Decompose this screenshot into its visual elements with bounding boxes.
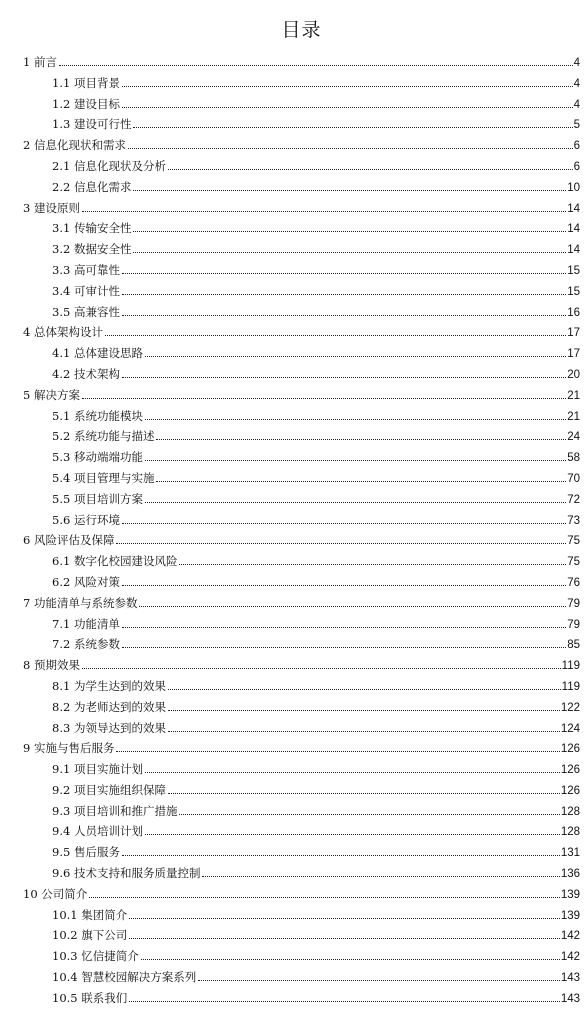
toc-chapter-entry[interactable]	[23, 135, 580, 156]
toc-entry-label: 7 功能清单与系统参数	[23, 593, 138, 614]
toc-page-number: 126	[560, 764, 580, 777]
dot-leader	[105, 334, 566, 336]
toc-chapter-entry[interactable]	[23, 322, 580, 343]
toc-section-entry[interactable]	[23, 156, 580, 177]
toc-entry-label: 10.4 智慧校园解决方案系列	[52, 967, 197, 988]
toc-entry-label: 10.1 集团简介	[52, 905, 128, 926]
dot-leader	[122, 106, 573, 108]
toc-entry-label: 10.5 联系我们	[52, 988, 128, 1009]
toc-section-entry[interactable]	[23, 468, 580, 489]
toc-entry-label: 5.3 移动端端功能	[52, 447, 144, 468]
dot-leader	[168, 168, 573, 170]
toc-section-entry[interactable]	[23, 821, 580, 842]
toc-section-entry[interactable]	[23, 925, 580, 946]
dot-leader	[89, 896, 560, 898]
dot-leader	[168, 792, 560, 794]
toc-section-entry[interactable]	[23, 94, 580, 115]
toc-section-entry[interactable]	[23, 426, 580, 447]
toc-section-entry[interactable]	[23, 73, 580, 94]
toc-section-entry[interactable]	[23, 510, 580, 531]
toc-section-entry[interactable]	[23, 218, 580, 239]
toc-page-number: 124	[560, 722, 580, 735]
toc-page-number: 142	[560, 951, 580, 964]
dot-leader	[122, 272, 566, 274]
toc-entry-label: 3.1 传输安全性	[52, 218, 132, 239]
toc-entry-label: 1.3 建设可行性	[52, 114, 132, 135]
toc-entry-label: 1.1 项目背景	[52, 73, 121, 94]
toc-entry-label: 2.1 信息化现状及分析	[52, 156, 167, 177]
toc-page-number: 119	[561, 680, 580, 693]
toc-entry-label: 3.3 高可靠性	[52, 260, 121, 281]
toc-entry-label: 8.1 为学生达到的效果	[52, 676, 167, 697]
toc-section-entry[interactable]	[23, 260, 580, 281]
toc-page-number: 128	[560, 826, 580, 839]
toc-page-number: 85	[567, 639, 580, 652]
toc-page-number: 128	[560, 805, 580, 818]
toc-entry-label: 9.5 售后服务	[52, 842, 121, 863]
toc-page-number: 139	[560, 888, 580, 901]
toc-page-number: 73	[567, 514, 580, 527]
dot-leader	[129, 917, 560, 919]
dot-leader	[122, 293, 566, 295]
dot-leader	[168, 688, 561, 690]
toc-section-entry[interactable]	[23, 697, 580, 718]
toc-entry-label: 9.1 项目实施计划	[52, 759, 144, 780]
toc-page-number: 122	[560, 701, 580, 714]
toc-page-number: 6	[573, 160, 580, 173]
toc-entry-label: 8.3 为领导达到的效果	[52, 718, 167, 739]
toc-page-number: 79	[567, 597, 580, 610]
dot-leader	[168, 709, 560, 711]
toc-page-number: 10	[567, 181, 580, 194]
toc-entry-label: 5.1 系统功能模块	[52, 406, 144, 427]
toc-page-number: 75	[567, 556, 580, 569]
toc-chapter-entry[interactable]	[23, 738, 580, 759]
dot-leader	[122, 376, 566, 378]
toc-entry-label: 9.2 项目实施组织保障	[52, 780, 167, 801]
dot-leader	[122, 314, 566, 316]
toc-section-entry[interactable]	[23, 239, 580, 260]
dot-leader	[122, 522, 566, 524]
dot-leader	[82, 667, 561, 669]
toc-entry-label: 6 风险评估及保障	[23, 530, 115, 551]
toc-section-entry[interactable]	[23, 801, 580, 822]
toc-page-number: 126	[560, 784, 580, 797]
toc-page-number: 14	[567, 223, 580, 236]
toc-page-number: 16	[567, 306, 580, 319]
toc-chapter-entry[interactable]	[23, 593, 580, 614]
toc-section-entry[interactable]	[23, 718, 580, 739]
toc-entry-label: 4.1 总体建设思路	[52, 343, 144, 364]
toc-entry-label: 3.2 数据安全性	[52, 239, 132, 260]
toc-entry-label: 4.2 技术架构	[52, 364, 121, 385]
toc-page-number: 4	[573, 98, 580, 111]
dot-leader	[82, 397, 566, 399]
dot-leader	[145, 501, 566, 503]
toc-entry-label: 6.2 风险对策	[52, 572, 121, 593]
toc-page-number: 139	[560, 909, 580, 922]
toc-page-number: 136	[560, 868, 580, 881]
toc-page-number: 20	[567, 368, 580, 381]
dot-leader	[145, 355, 566, 357]
toc-page-number: 75	[567, 535, 580, 548]
dot-leader	[202, 875, 559, 877]
dot-leader	[59, 64, 573, 66]
dot-leader	[179, 813, 559, 815]
dot-leader	[133, 126, 572, 128]
toc-entry-label: 5.4 项目管理与实施	[52, 468, 155, 489]
toc-page-number: 4	[573, 77, 580, 90]
toc-entry-label: 7.1 功能清单	[52, 614, 121, 635]
dot-leader	[145, 418, 566, 420]
toc-entry-label: 10.3 忆信捷简介	[52, 946, 140, 967]
toc-section-entry[interactable]	[23, 634, 580, 655]
toc-entry-label: 5.2 系统功能与描述	[52, 426, 155, 447]
toc-section-entry[interactable]	[23, 614, 580, 635]
dot-leader	[122, 85, 573, 87]
toc-page-number: 131	[560, 847, 580, 860]
toc-chapter-entry[interactable]	[23, 530, 580, 551]
dot-leader	[129, 1000, 560, 1002]
toc-section-entry[interactable]	[23, 842, 580, 863]
toc-page-number: 21	[567, 389, 580, 402]
dot-leader	[116, 750, 559, 752]
toc-page-number: 5	[573, 119, 580, 132]
toc-page-number: 126	[560, 743, 580, 756]
toc-entry-label: 9.3 项目培训和推广措施	[52, 801, 178, 822]
toc-entry-label: 2 信息化现状和需求	[23, 135, 127, 156]
toc-section-entry[interactable]	[23, 551, 580, 572]
dot-leader	[156, 438, 566, 440]
toc-entry-label: 10 公司简介	[23, 884, 88, 905]
toc-section-entry[interactable]	[23, 114, 580, 135]
toc-section-entry[interactable]	[23, 780, 580, 801]
toc-entry-label: 5.5 项目培训方案	[52, 489, 144, 510]
dot-leader	[122, 584, 566, 586]
toc-section-entry[interactable]	[23, 946, 580, 967]
toc-section-entry[interactable]	[23, 447, 580, 468]
toc-entry-label: 6.1 数字化校园建设风险	[52, 551, 178, 572]
toc-page-number: 58	[567, 452, 580, 465]
dot-leader	[139, 605, 566, 607]
toc-section-entry[interactable]	[23, 343, 580, 364]
toc-chapter-entry[interactable]	[23, 52, 580, 73]
toc-entry-label: 8.2 为老师达到的效果	[52, 697, 167, 718]
toc-page-number: 72	[567, 493, 580, 506]
dot-leader	[82, 210, 566, 212]
toc-section-entry[interactable]	[23, 676, 580, 697]
toc-page-number: 143	[560, 972, 580, 985]
toc-section-entry[interactable]	[23, 967, 580, 988]
toc-chapter-entry[interactable]	[23, 884, 580, 905]
toc-entry-label: 7.2 系统参数	[52, 634, 121, 655]
toc-section-entry[interactable]	[23, 177, 580, 198]
toc-entry-label: 1 前言	[23, 52, 58, 73]
toc-section-entry[interactable]	[23, 281, 580, 302]
toc-entry-label: 10.2 旗下公司	[52, 925, 128, 946]
toc-page-number: 15	[567, 285, 580, 298]
toc-entry-label: 1.2 建设目标	[52, 94, 121, 115]
toc-page-number: 4	[573, 57, 580, 69]
toc-entry-label: 3.4 可审计性	[52, 281, 121, 302]
dot-leader	[128, 147, 573, 149]
dot-leader	[133, 189, 566, 191]
toc-section-entry[interactable]	[23, 364, 580, 385]
toc-section-entry[interactable]	[23, 759, 580, 780]
toc-page-number: 142	[560, 930, 580, 943]
toc-page-number: 119	[561, 660, 580, 673]
toc-entry-label: 3.5 高兼容性	[52, 302, 121, 323]
toc-entry-label: 9.6 技术支持和服务质量控制	[52, 863, 201, 884]
toc-section-entry[interactable]	[23, 406, 580, 427]
toc-entry-label: 9 实施与售后服务	[23, 738, 115, 759]
toc-page-number: 79	[567, 618, 580, 631]
toc-page-number: 15	[567, 264, 580, 277]
dot-leader	[116, 542, 566, 544]
dot-leader	[129, 937, 560, 939]
toc-page-number: 17	[567, 327, 580, 340]
toc-entry-label: 5 解决方案	[23, 385, 81, 406]
dot-leader	[133, 230, 566, 232]
toc-entry-label: 2.2 信息化需求	[52, 177, 132, 198]
toc-entry-label: 5.6 运行环境	[52, 510, 121, 531]
toc-page-number: 17	[567, 348, 580, 361]
dot-leader	[179, 563, 566, 565]
toc-section-entry[interactable]	[23, 489, 580, 510]
dot-leader	[122, 626, 566, 628]
toc-entry-label: 8 预期效果	[23, 655, 81, 676]
dot-leader	[145, 833, 560, 835]
toc-page-number: 70	[567, 472, 580, 485]
toc-page-number: 6	[573, 140, 580, 153]
table-of-contents	[23, 52, 580, 1009]
dot-leader	[145, 459, 566, 461]
toc-section-entry[interactable]	[23, 863, 580, 884]
toc-page-number: 14	[567, 202, 580, 215]
dot-leader	[198, 979, 560, 981]
dot-leader	[122, 854, 560, 856]
toc-chapter-entry[interactable]	[23, 198, 580, 219]
toc-section-entry[interactable]	[23, 988, 580, 1009]
toc-entry-label: 3 建设原则	[23, 198, 81, 219]
dot-leader	[133, 251, 566, 253]
toc-page-number: 21	[567, 410, 580, 423]
toc-page-number: 76	[567, 576, 580, 589]
dot-leader	[168, 730, 560, 732]
toc-entry-label: 4 总体架构设计	[23, 322, 104, 343]
toc-section-entry[interactable]	[23, 572, 580, 593]
dot-leader	[122, 646, 566, 648]
dot-leader	[145, 771, 560, 773]
toc-section-entry[interactable]	[23, 905, 580, 926]
toc-chapter-entry[interactable]	[23, 655, 580, 676]
dot-leader	[141, 958, 560, 960]
dot-leader	[156, 480, 566, 482]
toc-page-number: 143	[560, 992, 580, 1005]
toc-chapter-entry[interactable]	[23, 385, 580, 406]
toc-section-entry[interactable]	[23, 302, 580, 323]
toc-page-number: 24	[567, 431, 580, 444]
page-title: 目录	[281, 19, 322, 41]
toc-entry-label: 9.4 人员培训计划	[52, 821, 144, 842]
toc-page-number: 14	[567, 244, 580, 257]
